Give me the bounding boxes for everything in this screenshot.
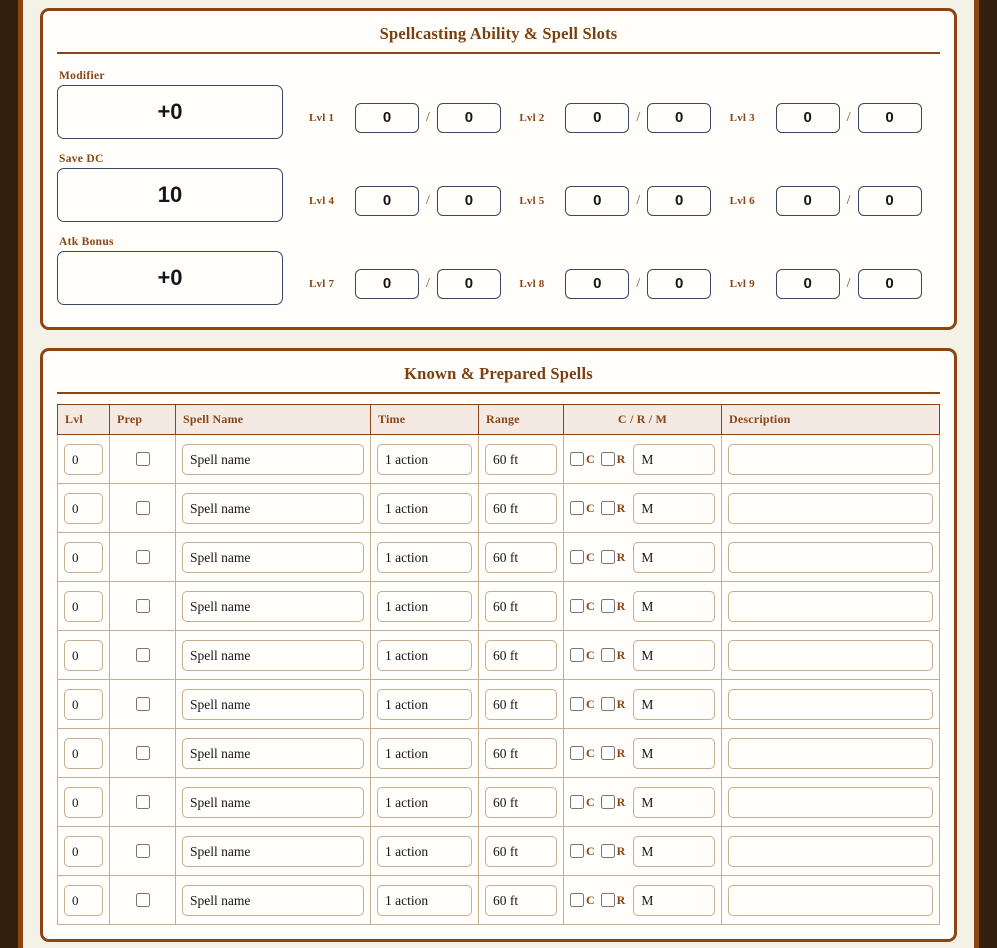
spell-range-input[interactable]: 60 ft	[485, 738, 557, 769]
casting-time-cell	[371, 582, 479, 631]
ability-stat-group	[57, 64, 299, 139]
spell-slot-used-input[interactable]: 0	[355, 186, 419, 216]
concentration-label: C	[586, 843, 595, 858]
spell-range-cell	[479, 827, 564, 876]
spells-table-header-row	[58, 405, 940, 435]
spell-level-input[interactable]: 0	[64, 640, 103, 671]
column-header-description: Description	[722, 405, 940, 435]
materials-input[interactable]: M	[633, 689, 715, 720]
spell-description-input[interactable]	[728, 836, 933, 867]
spell-slot-row	[299, 174, 940, 228]
concentration-label: C	[586, 451, 595, 466]
spell-slot-level-label: Lvl 4	[309, 195, 335, 207]
ritual-label: R	[616, 745, 626, 760]
materials-input[interactable]: M	[633, 738, 715, 769]
casting-time-input[interactable]: 1 action	[377, 836, 472, 867]
spell-slot-group	[519, 103, 729, 133]
ability-row	[57, 147, 940, 228]
casting-time-cell	[371, 631, 479, 680]
spell-slot-group	[730, 103, 940, 133]
spell-slot-level-label: Lvl 3	[729, 112, 755, 124]
spell-slot-group	[309, 269, 519, 299]
spell-range-cell	[479, 729, 564, 778]
table-row	[58, 582, 940, 631]
spell-description-input[interactable]	[728, 787, 933, 818]
spell-level-cell	[58, 876, 110, 925]
spell-slot-total-input[interactable]: 0	[647, 186, 711, 216]
concentration-label: C	[586, 500, 595, 515]
prepared-cell	[110, 778, 176, 827]
casting-time-cell	[371, 778, 479, 827]
casting-time-input[interactable]: 1 action	[377, 885, 472, 916]
spell-slot-level-label: Lvl 6	[729, 195, 755, 207]
spell-range-input[interactable]: 60 ft	[485, 493, 557, 524]
column-header-prep: Prep	[110, 405, 176, 435]
spell-range-cell	[479, 680, 564, 729]
spell-slot-used-input[interactable]: 0	[776, 103, 840, 133]
spell-slot-used-input[interactable]: 0	[565, 103, 629, 133]
spell-name-input[interactable]: Spell name	[182, 738, 364, 769]
casting-time-input[interactable]: 1 action	[377, 493, 472, 524]
spell-range-input[interactable]: 60 ft	[485, 591, 557, 622]
spell-range-input[interactable]: 60 ft	[485, 640, 557, 671]
spell-slot-group	[519, 269, 729, 299]
spell-description-input[interactable]	[728, 689, 933, 720]
spell-range-cell	[479, 778, 564, 827]
spellcasting-ability-card	[40, 8, 957, 330]
spell-range-input[interactable]: 60 ft	[485, 787, 557, 818]
crm-controls	[570, 591, 715, 622]
casting-time-cell	[371, 533, 479, 582]
crm-cell	[564, 827, 722, 876]
prepared-checkbox[interactable]	[136, 697, 150, 711]
ability-stat-value-field[interactable]: 10	[57, 168, 283, 222]
spell-range-input[interactable]: 60 ft	[485, 689, 557, 720]
crm-cell	[564, 435, 722, 484]
ritual-label: R	[616, 647, 626, 662]
ritual-checkbox[interactable]	[601, 746, 615, 760]
spell-slot-group	[730, 269, 940, 299]
spell-slot-group	[309, 103, 519, 133]
column-header-spell-name: Spell Name	[176, 405, 371, 435]
spell-slot-level-label: Lvl 7	[309, 278, 335, 290]
ability-stat-label: Atk Bonus	[59, 236, 114, 248]
prepared-cell	[110, 680, 176, 729]
concentration-checkbox[interactable]	[570, 599, 584, 613]
spell-level-cell	[58, 729, 110, 778]
spell-slot-total-input[interactable]: 0	[647, 103, 711, 133]
spell-description-input[interactable]	[728, 542, 933, 573]
casting-time-cell	[371, 435, 479, 484]
table-row	[58, 533, 940, 582]
spell-name-cell	[176, 582, 371, 631]
slot-separator: /	[846, 193, 851, 208]
prepared-cell	[110, 729, 176, 778]
prepared-cell	[110, 582, 176, 631]
spell-level-cell	[58, 680, 110, 729]
materials-input[interactable]: M	[633, 444, 715, 475]
casting-time-cell	[371, 827, 479, 876]
spell-range-cell	[479, 582, 564, 631]
spell-slot-used-input[interactable]: 0	[355, 269, 419, 299]
spell-slot-level-label: Lvl 8	[519, 278, 545, 290]
spell-slot-used-input[interactable]: 0	[565, 186, 629, 216]
spell-slot-row	[299, 257, 940, 311]
crm-cell	[564, 484, 722, 533]
spell-description-input[interactable]	[728, 591, 933, 622]
concentration-checkbox[interactable]	[570, 893, 584, 907]
spell-level-input[interactable]: 0	[64, 591, 103, 622]
table-row	[58, 484, 940, 533]
concentration-label: C	[586, 794, 595, 809]
concentration-checkbox[interactable]	[570, 648, 584, 662]
prepared-checkbox[interactable]	[136, 599, 150, 613]
spell-name-cell	[176, 484, 371, 533]
spellcasting-ability-title: Spellcasting Ability & Spell Slots	[379, 24, 618, 43]
ritual-label: R	[616, 598, 626, 613]
crm-cell	[564, 729, 722, 778]
crm-cell	[564, 582, 722, 631]
spell-range-cell	[479, 533, 564, 582]
concentration-label: C	[586, 745, 595, 760]
spell-name-cell	[176, 631, 371, 680]
crm-cell	[564, 631, 722, 680]
spell-description-input[interactable]	[728, 885, 933, 916]
spell-range-input[interactable]: 60 ft	[485, 836, 557, 867]
spell-level-cell	[58, 631, 110, 680]
spell-description-cell	[722, 729, 940, 778]
spell-description-cell	[722, 876, 940, 925]
crm-controls	[570, 836, 715, 867]
concentration-checkbox[interactable]	[570, 746, 584, 760]
known-prepared-spells-card	[40, 348, 957, 942]
materials-input[interactable]: M	[633, 640, 715, 671]
spell-level-input[interactable]: 0	[64, 836, 103, 867]
crm-controls	[570, 493, 715, 524]
spell-slot-level-label: Lvl 2	[519, 112, 545, 124]
spell-slot-total-input[interactable]: 0	[858, 186, 922, 216]
crm-controls	[570, 885, 715, 916]
concentration-label: C	[586, 549, 595, 564]
spell-slot-total-input[interactable]: 0	[437, 103, 501, 133]
spell-name-cell	[176, 533, 371, 582]
slot-separator: /	[636, 110, 641, 125]
ability-stat-value-field[interactable]: +0	[57, 251, 283, 305]
ability-stat-group	[57, 230, 299, 305]
materials-input[interactable]: M	[633, 493, 715, 524]
slot-separator: /	[636, 276, 641, 291]
ritual-checkbox[interactable]	[601, 795, 615, 809]
slot-separator: /	[426, 110, 430, 125]
spells-table-body	[58, 435, 940, 925]
materials-input[interactable]: M	[633, 787, 715, 818]
spell-description-cell	[722, 827, 940, 876]
casting-time-cell	[371, 876, 479, 925]
crm-controls	[570, 787, 715, 818]
spell-slot-total-input[interactable]: 0	[647, 269, 711, 299]
prepared-checkbox[interactable]	[136, 550, 150, 564]
ritual-label: R	[616, 892, 626, 907]
spell-slot-group	[519, 186, 729, 216]
concentration-checkbox[interactable]	[570, 697, 584, 711]
prepared-cell	[110, 484, 176, 533]
ritual-checkbox[interactable]	[601, 648, 615, 662]
crm-controls	[570, 640, 715, 671]
crm-controls	[570, 542, 715, 573]
ability-stat-value-field[interactable]: +0	[57, 85, 283, 139]
ritual-checkbox[interactable]	[601, 501, 615, 515]
spell-name-cell	[176, 680, 371, 729]
prepared-cell	[110, 533, 176, 582]
prepared-cell	[110, 876, 176, 925]
spell-level-cell	[58, 827, 110, 876]
spell-range-input[interactable]: 60 ft	[485, 542, 557, 573]
ritual-checkbox[interactable]	[601, 844, 615, 858]
column-header-range: Range	[479, 405, 564, 435]
spell-level-cell	[58, 778, 110, 827]
prepared-cell	[110, 435, 176, 484]
spell-slot-level-label: Lvl 9	[729, 278, 755, 290]
spell-name-input[interactable]: Spell name	[182, 885, 364, 916]
spells-table	[57, 404, 940, 925]
ritual-checkbox[interactable]	[601, 893, 615, 907]
spell-description-input[interactable]	[728, 444, 933, 475]
spell-range-cell	[479, 631, 564, 680]
spell-name-cell	[176, 729, 371, 778]
table-row	[58, 680, 940, 729]
casting-time-cell	[371, 729, 479, 778]
spell-range-input[interactable]: 60 ft	[485, 444, 557, 475]
casting-time-input[interactable]: 1 action	[377, 591, 472, 622]
spell-description-cell	[722, 680, 940, 729]
spell-slot-total-input[interactable]: 0	[858, 103, 922, 133]
spell-name-input[interactable]: Spell name	[182, 787, 364, 818]
spell-name-cell	[176, 876, 371, 925]
spell-description-input[interactable]	[728, 640, 933, 671]
sheet-body	[23, 0, 974, 948]
crm-cell	[564, 778, 722, 827]
spell-slot-used-input[interactable]: 0	[355, 103, 419, 133]
ability-stat-label: Save DC	[59, 153, 104, 165]
casting-time-input[interactable]: 1 action	[377, 738, 472, 769]
prepared-checkbox[interactable]	[136, 746, 150, 760]
spell-slot-total-input[interactable]: 0	[437, 269, 501, 299]
spell-name-input[interactable]: Spell name	[182, 689, 364, 720]
crm-cell	[564, 680, 722, 729]
prepared-checkbox[interactable]	[136, 452, 150, 466]
spell-name-input[interactable]: Spell name	[182, 542, 364, 573]
spell-name-cell	[176, 778, 371, 827]
concentration-label: C	[586, 598, 595, 613]
ritual-label: R	[616, 696, 626, 711]
ritual-label: R	[616, 794, 626, 809]
prepared-cell	[110, 631, 176, 680]
column-header-time: Time	[371, 405, 479, 435]
casting-time-input[interactable]: 1 action	[377, 444, 472, 475]
concentration-checkbox[interactable]	[570, 795, 584, 809]
spell-slot-total-input[interactable]: 0	[437, 186, 501, 216]
table-row	[58, 631, 940, 680]
ritual-label: R	[616, 500, 626, 515]
spell-description-input[interactable]	[728, 738, 933, 769]
spell-name-input[interactable]: Spell name	[182, 640, 364, 671]
materials-input[interactable]: M	[633, 542, 715, 573]
spell-level-cell	[58, 435, 110, 484]
table-row	[58, 435, 940, 484]
materials-input[interactable]: M	[633, 836, 715, 867]
spell-range-input[interactable]: 60 ft	[485, 885, 557, 916]
spell-level-input[interactable]: 0	[64, 738, 103, 769]
concentration-checkbox[interactable]	[570, 550, 584, 564]
spell-description-cell	[722, 533, 940, 582]
spell-slot-level-label: Lvl 5	[519, 195, 545, 207]
spell-name-input[interactable]: Spell name	[182, 836, 364, 867]
spell-slot-group	[730, 186, 940, 216]
spell-name-input[interactable]: Spell name	[182, 591, 364, 622]
spell-slot-used-input[interactable]: 0	[776, 269, 840, 299]
prepared-checkbox[interactable]	[136, 501, 150, 515]
ability-stat-label: Modifier	[59, 70, 105, 82]
spell-name-input[interactable]: Spell name	[182, 493, 364, 524]
spell-level-cell	[58, 533, 110, 582]
crm-cell	[564, 533, 722, 582]
column-header-lvl: Lvl	[58, 405, 110, 435]
spell-level-input[interactable]: 0	[64, 493, 103, 524]
casting-time-input[interactable]: 1 action	[377, 640, 472, 671]
prepared-checkbox[interactable]	[136, 795, 150, 809]
materials-input[interactable]: M	[633, 885, 715, 916]
spell-slot-used-input[interactable]: 0	[565, 269, 629, 299]
slot-separator: /	[426, 276, 430, 291]
concentration-label: C	[586, 696, 595, 711]
ritual-checkbox[interactable]	[601, 599, 615, 613]
spell-level-input[interactable]: 0	[64, 689, 103, 720]
table-row	[58, 827, 940, 876]
ritual-checkbox[interactable]	[601, 697, 615, 711]
spell-name-input[interactable]: Spell name	[182, 444, 364, 475]
spell-description-cell	[722, 631, 940, 680]
title-divider	[57, 52, 940, 54]
known-prepared-spells-title: Known & Prepared Spells	[404, 364, 593, 383]
concentration-checkbox[interactable]	[570, 844, 584, 858]
ritual-label: R	[616, 843, 626, 858]
spell-level-input[interactable]: 0	[64, 542, 103, 573]
table-row	[58, 729, 940, 778]
ritual-checkbox[interactable]	[601, 550, 615, 564]
spell-description-cell	[722, 435, 940, 484]
spell-description-cell	[722, 582, 940, 631]
crm-controls	[570, 444, 715, 475]
prepared-checkbox[interactable]	[136, 844, 150, 858]
table-row	[58, 876, 940, 925]
ritual-label: R	[616, 549, 626, 564]
concentration-label: C	[586, 647, 595, 662]
column-header-c-r-m: C / R / M	[564, 405, 722, 435]
slot-separator: /	[846, 276, 851, 291]
right-margin-rule	[974, 0, 979, 948]
materials-input[interactable]: M	[633, 591, 715, 622]
spell-slot-used-input[interactable]: 0	[776, 186, 840, 216]
title-divider	[57, 392, 940, 394]
casting-time-cell	[371, 484, 479, 533]
concentration-checkbox[interactable]	[570, 452, 584, 466]
ability-stat-group	[57, 147, 299, 222]
casting-time-input[interactable]: 1 action	[377, 689, 472, 720]
spell-name-cell	[176, 827, 371, 876]
spell-level-cell	[58, 582, 110, 631]
spell-range-cell	[479, 484, 564, 533]
concentration-label: C	[586, 892, 595, 907]
slot-separator: /	[846, 110, 851, 125]
ability-row	[57, 64, 940, 145]
spell-slot-level-label: Lvl 1	[309, 112, 335, 124]
slot-separator: /	[426, 193, 430, 208]
prepared-cell	[110, 827, 176, 876]
ritual-checkbox[interactable]	[601, 452, 615, 466]
spell-name-cell	[176, 435, 371, 484]
crm-controls	[570, 738, 715, 769]
spell-description-cell	[722, 778, 940, 827]
spell-range-cell	[479, 435, 564, 484]
prepared-checkbox[interactable]	[136, 893, 150, 907]
slot-separator: /	[636, 193, 641, 208]
crm-controls	[570, 689, 715, 720]
spell-level-input[interactable]: 0	[64, 444, 103, 475]
spell-slot-group	[309, 186, 519, 216]
spell-slot-row	[299, 91, 940, 145]
casting-time-input[interactable]: 1 action	[377, 542, 472, 573]
spell-description-cell	[722, 484, 940, 533]
concentration-checkbox[interactable]	[570, 501, 584, 515]
crm-cell	[564, 876, 722, 925]
casting-time-cell	[371, 680, 479, 729]
ability-row	[57, 230, 940, 311]
casting-time-input[interactable]: 1 action	[377, 787, 472, 818]
spell-level-input[interactable]: 0	[64, 885, 103, 916]
prepared-checkbox[interactable]	[136, 648, 150, 662]
spell-level-cell	[58, 484, 110, 533]
table-row	[58, 778, 940, 827]
spell-slot-total-input[interactable]: 0	[858, 269, 922, 299]
ability-rows	[57, 64, 940, 311]
spell-description-input[interactable]	[728, 493, 933, 524]
spell-range-cell	[479, 876, 564, 925]
ritual-label: R	[616, 451, 626, 466]
spell-level-input[interactable]: 0	[64, 787, 103, 818]
